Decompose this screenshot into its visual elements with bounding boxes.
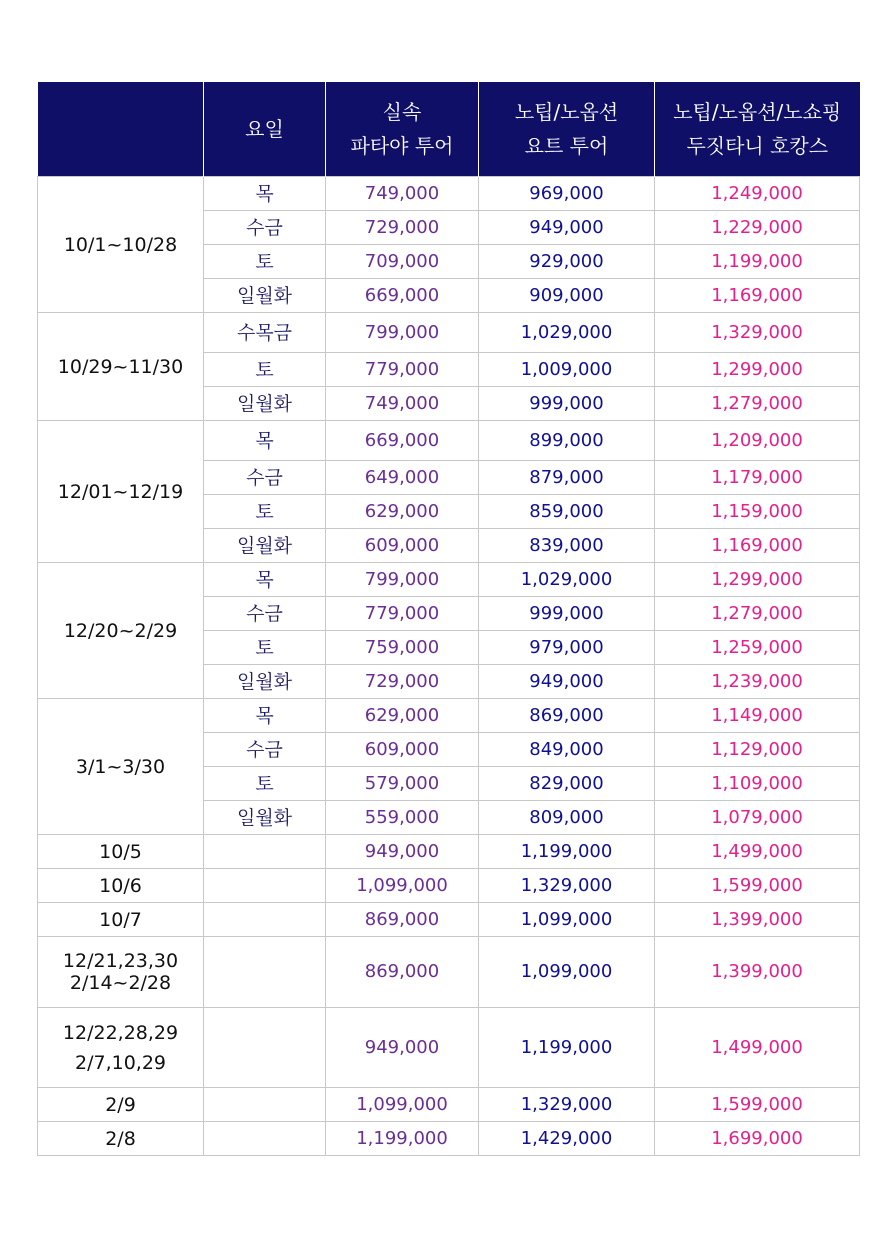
day-cell: 토	[204, 767, 326, 801]
pattaya-price: 579,000	[326, 767, 479, 801]
special-row	[38, 869, 860, 903]
header-day	[204, 82, 326, 177]
pattaya-price: 609,000	[326, 733, 479, 767]
yacht-price: 899,000	[479, 421, 655, 461]
pattaya-price: 709,000	[326, 245, 479, 279]
pattaya-price: 799,000	[326, 563, 479, 597]
yacht-price: 979,000	[479, 631, 655, 665]
day-cell: 수금	[204, 211, 326, 245]
special-row	[38, 937, 860, 1008]
special-row	[38, 1122, 860, 1156]
day-cell: 토	[204, 245, 326, 279]
day-cell: 일월화	[204, 279, 326, 313]
pattaya-price: 669,000	[326, 421, 479, 461]
empty-day-cell	[204, 1122, 326, 1156]
yacht-price: 999,000	[479, 387, 655, 421]
day-cell: 수금	[204, 733, 326, 767]
dusit-price: 1,199,000	[655, 245, 860, 279]
dusit-price: 1,499,000	[655, 835, 860, 869]
special-row	[38, 1088, 860, 1122]
empty-day-cell	[204, 1088, 326, 1122]
pattaya-price: 749,000	[326, 177, 479, 211]
yacht-price: 809,000	[479, 801, 655, 835]
pattaya-price: 629,000	[326, 699, 479, 733]
pattaya-price: 1,099,000	[326, 1088, 479, 1122]
dusit-price: 1,239,000	[655, 665, 860, 699]
table-header	[38, 82, 860, 177]
table-body	[38, 177, 860, 1156]
yacht-price: 949,000	[479, 211, 655, 245]
empty-day-cell	[204, 835, 326, 869]
pattaya-price: 869,000	[326, 937, 479, 1008]
dusit-price: 1,149,000	[655, 699, 860, 733]
dusit-price: 1,399,000	[655, 937, 860, 1008]
table-row	[38, 313, 860, 353]
table-row	[38, 699, 860, 733]
yacht-price: 1,029,000	[479, 313, 655, 353]
dusit-price: 1,599,000	[655, 869, 860, 903]
yacht-price: 969,000	[479, 177, 655, 211]
yacht-price: 849,000	[479, 733, 655, 767]
pattaya-price: 799,000	[326, 313, 479, 353]
day-cell: 목	[204, 421, 326, 461]
special-date-cell: 2/9	[38, 1088, 204, 1122]
period-cell: 10/1~10/28	[38, 177, 204, 313]
special-date-line2: 2/7,10,29	[74, 1051, 166, 1074]
yacht-price: 829,000	[479, 767, 655, 801]
dusit-price: 1,159,000	[655, 495, 860, 529]
pattaya-price: 779,000	[326, 597, 479, 631]
pattaya-price: 729,000	[326, 665, 479, 699]
header-pattaya-line1: 실속	[382, 100, 422, 124]
special-date-cell	[38, 937, 204, 1008]
empty-day-cell	[204, 1008, 326, 1088]
empty-day-cell	[204, 903, 326, 937]
dusit-price: 1,499,000	[655, 1008, 860, 1088]
period-cell: 12/01~12/19	[38, 421, 204, 563]
yacht-price: 1,199,000	[479, 835, 655, 869]
special-row	[38, 835, 860, 869]
day-cell: 수목금	[204, 313, 326, 353]
period-cell: 12/20~2/29	[38, 563, 204, 699]
pattaya-price: 1,199,000	[326, 1122, 479, 1156]
special-date-cell: 10/5	[38, 835, 204, 869]
pattaya-price: 949,000	[326, 1008, 479, 1088]
header-pattaya	[326, 82, 479, 177]
yacht-price: 1,099,000	[479, 937, 655, 1008]
pattaya-price: 559,000	[326, 801, 479, 835]
day-cell: 토	[204, 495, 326, 529]
period-cell: 3/1~3/30	[38, 699, 204, 835]
dusit-price: 1,109,000	[655, 767, 860, 801]
table-row	[38, 177, 860, 211]
yacht-price: 1,429,000	[479, 1122, 655, 1156]
day-cell: 수금	[204, 597, 326, 631]
header-yacht	[479, 82, 655, 177]
header-yacht-line2: 요트 투어	[524, 134, 609, 158]
header-day-label: 요일	[245, 117, 284, 141]
pattaya-price: 729,000	[326, 211, 479, 245]
dusit-price: 1,129,000	[655, 733, 860, 767]
special-date-line1: 12/22,28,29	[62, 1021, 179, 1044]
yacht-price: 999,000	[479, 597, 655, 631]
header-period	[38, 82, 204, 177]
dusit-price: 1,399,000	[655, 903, 860, 937]
dusit-price: 1,329,000	[655, 313, 860, 353]
price-table	[37, 82, 860, 1156]
day-cell: 토	[204, 631, 326, 665]
day-cell: 일월화	[204, 801, 326, 835]
special-row	[38, 1008, 860, 1088]
pattaya-price: 749,000	[326, 387, 479, 421]
header-dusit	[655, 82, 860, 177]
dusit-price: 1,249,000	[655, 177, 860, 211]
dusit-price: 1,229,000	[655, 211, 860, 245]
empty-day-cell	[204, 869, 326, 903]
header-dusit-line2: 두짓타니 호캉스	[686, 134, 829, 158]
yacht-price: 869,000	[479, 699, 655, 733]
dusit-price: 1,169,000	[655, 279, 860, 313]
dusit-price: 1,079,000	[655, 801, 860, 835]
dusit-price: 1,599,000	[655, 1088, 860, 1122]
day-cell: 일월화	[204, 665, 326, 699]
dusit-price: 1,179,000	[655, 461, 860, 495]
pattaya-price: 629,000	[326, 495, 479, 529]
special-date-line2: 2/14~2/28	[69, 972, 172, 994]
dusit-price: 1,699,000	[655, 1122, 860, 1156]
day-cell: 수금	[204, 461, 326, 495]
special-date-cell	[38, 1008, 204, 1088]
yacht-price: 839,000	[479, 529, 655, 563]
pattaya-price: 949,000	[326, 835, 479, 869]
period-cell: 10/29~11/30	[38, 313, 204, 421]
header-dusit-line1: 노팁/노옵션/노쇼핑	[673, 100, 842, 124]
pattaya-price: 1,099,000	[326, 869, 479, 903]
day-cell: 목	[204, 563, 326, 597]
yacht-price: 1,009,000	[479, 353, 655, 387]
dusit-price: 1,169,000	[655, 529, 860, 563]
pattaya-price: 649,000	[326, 461, 479, 495]
dusit-price: 1,299,000	[655, 563, 860, 597]
yacht-price: 1,099,000	[479, 903, 655, 937]
pattaya-price: 609,000	[326, 529, 479, 563]
special-date-cell: 2/8	[38, 1122, 204, 1156]
yacht-price: 949,000	[479, 665, 655, 699]
header-yacht-line1: 노팁/노옵션	[514, 100, 619, 124]
yacht-price: 859,000	[479, 495, 655, 529]
header-pattaya-line2: 파타야 투어	[350, 134, 454, 158]
table-row	[38, 421, 860, 461]
yacht-price: 1,329,000	[479, 1088, 655, 1122]
special-row	[38, 903, 860, 937]
day-cell: 토	[204, 353, 326, 387]
day-cell: 일월화	[204, 529, 326, 563]
table-row	[38, 563, 860, 597]
dusit-price: 1,279,000	[655, 597, 860, 631]
yacht-price: 1,029,000	[479, 563, 655, 597]
dusit-price: 1,259,000	[655, 631, 860, 665]
empty-day-cell	[204, 937, 326, 1008]
yacht-price: 909,000	[479, 279, 655, 313]
pattaya-price: 779,000	[326, 353, 479, 387]
day-cell: 목	[204, 177, 326, 211]
day-cell: 목	[204, 699, 326, 733]
yacht-price: 879,000	[479, 461, 655, 495]
pattaya-price: 669,000	[326, 279, 479, 313]
special-date-line1: 12/21,23,30	[62, 950, 179, 972]
dusit-price: 1,299,000	[655, 353, 860, 387]
dusit-price: 1,279,000	[655, 387, 860, 421]
yacht-price: 1,329,000	[479, 869, 655, 903]
special-date-cell: 10/7	[38, 903, 204, 937]
yacht-price: 929,000	[479, 245, 655, 279]
day-cell: 일월화	[204, 387, 326, 421]
special-date-cell: 10/6	[38, 869, 204, 903]
pattaya-price: 759,000	[326, 631, 479, 665]
pattaya-price: 869,000	[326, 903, 479, 937]
yacht-price: 1,199,000	[479, 1008, 655, 1088]
dusit-price: 1,209,000	[655, 421, 860, 461]
